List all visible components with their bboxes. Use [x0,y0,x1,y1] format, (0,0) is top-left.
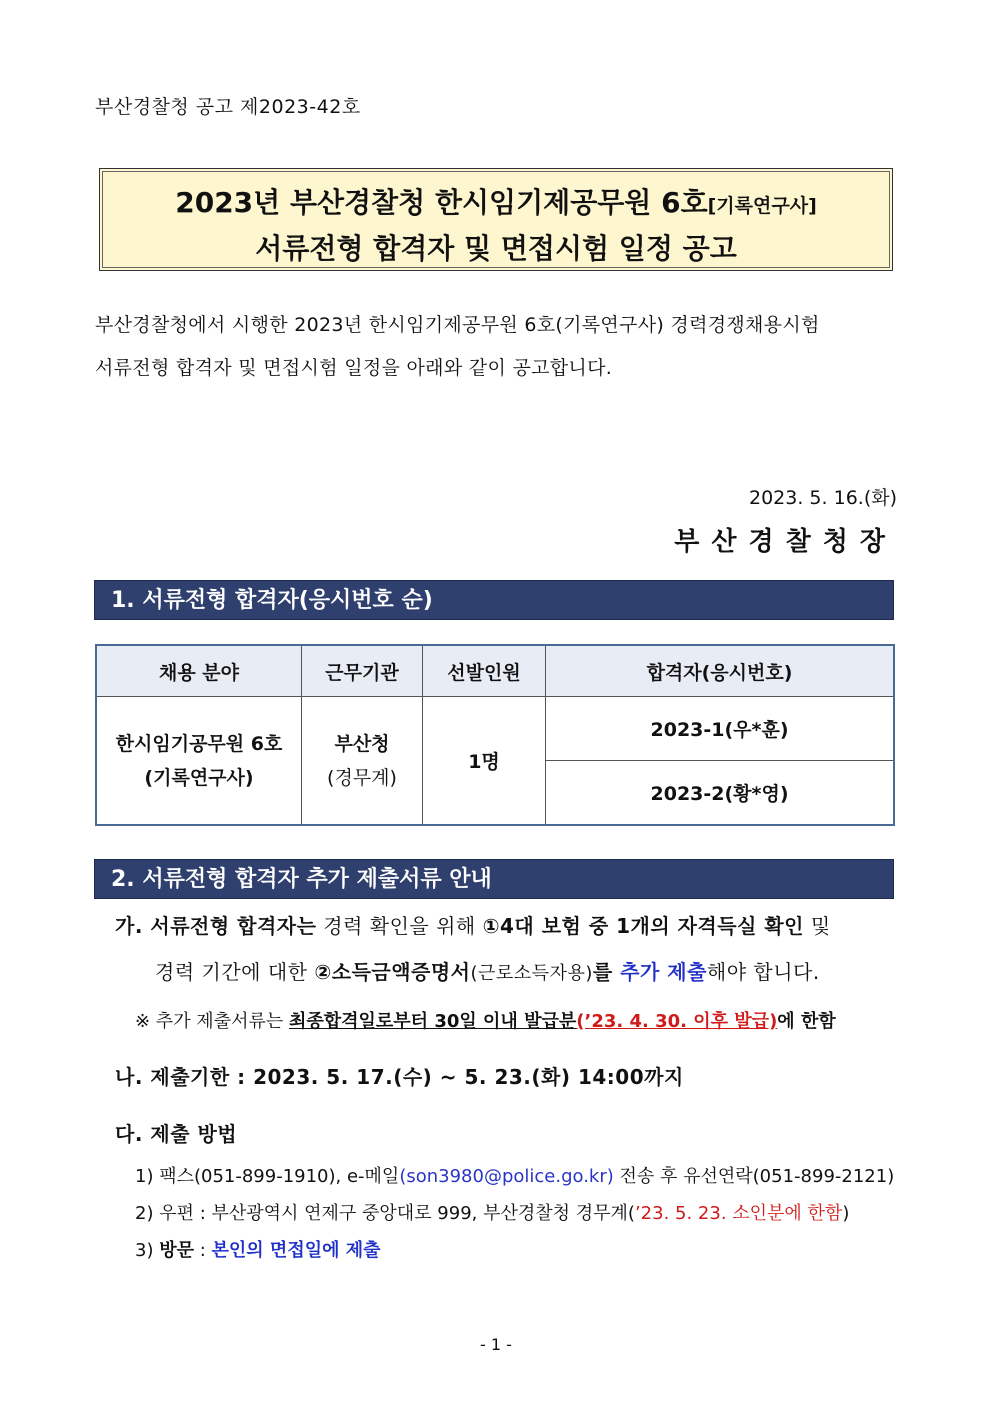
item-ga-prefix: 가. 서류전형 합격자는 [115,914,317,938]
method-2-text-1: 2) 우편 : 부산광역시 연제구 중앙대로 999, 부산경찰청 경무계( [135,1203,635,1224]
notice-date: 2023. 5. 16.(화) [749,487,897,509]
item-ga-line2-text-3: 해야 합니다. [706,960,820,984]
item-ga-text-2: 및 [804,914,831,938]
method-2-red: ’23. 5. 23. 소인분에 한함 [634,1203,843,1224]
title-box [99,168,893,271]
header-agency: 근무기관 [302,645,423,697]
item-ga-line2-highlight: 추가 제출 [620,960,707,984]
note-text-1: ※ 추가 제출서류는 [135,1011,289,1032]
item-da: 다. 제출 방법 [115,1122,238,1146]
cell-agency [302,697,423,826]
title-line-1 [100,181,892,221]
title-main: 2023년 부산경찰청 한시임기제공무원 6호 [175,186,708,219]
method-3 [135,1236,381,1262]
method-3-blue: 본인의 면접일에 제출 [211,1240,381,1261]
item-ga-line2-text-1: 경력 기간에 대한 [155,960,315,984]
issuer-name: 부산경찰청장 [674,527,897,557]
method-3-bold: 방문 [159,1240,194,1261]
notice-number: 부산경찰청 공고 제2023-42호 [95,96,361,118]
cell-passer-1: 2023-1(우*훈) [546,697,895,761]
item-ga-line-2 [155,956,820,985]
page-number: - 1 - [480,1335,512,1354]
note-line [135,1007,836,1033]
method-2 [135,1199,849,1225]
item-ga-text-1: 경력 확인을 위해 [316,914,483,938]
method-3-text-2: : [193,1240,212,1261]
field-line-1: 한시임기공무원 6호 [115,732,283,755]
note-red-date: (’23. 4. 30. 이후 발급) [576,1011,778,1032]
header-count: 선발인원 [423,645,546,697]
table-header-row [96,645,894,697]
method-2-text-2: ) [842,1203,850,1224]
item-ga-line2-bold-1: ②소득금액증명서 [314,960,471,984]
note-underline: 최종합격일로부터 30일 이내 발급분 [288,1011,577,1032]
cell-passer-2: 2023-2(황*영) [546,761,895,826]
agency-line-2: (경무계) [327,766,397,789]
method-1-text-1: 1) 팩스(051-899-1910), e-메일 [135,1166,400,1187]
item-ga-bold-1: ①4대 보험 중 1개의 자격득실 확인 [482,914,804,938]
intro-line-2: 서류전형 합격자 및 면접시험 일정을 아래와 같이 공고합니다. [95,357,613,379]
note-text-2: 에 한함 [777,1011,836,1032]
table-row [96,697,894,761]
field-line-2: (기록연구사) [144,766,254,789]
agency-line-1: 부산청 [334,732,390,755]
item-na: 나. 제출기한 : 2023. 5. 17.(수) ~ 5. 23.(화) 14:00까지 [115,1065,684,1089]
cell-count: 1명 [423,697,546,826]
header-passers: 합격자(응시번호) [546,645,895,697]
header-field: 채용 분야 [96,645,302,697]
method-1 [135,1162,894,1188]
item-ga-line2-bold-2: 를 [592,960,621,984]
title-subtitle: [기록연구사] [707,195,817,217]
title-line-2: 서류전형 합격자 및 면접시험 일정 공고 [255,232,737,265]
item-ga-line-1 [115,910,831,939]
section-1-header: 1. 서류전형 합격자(응시번호 순) [94,580,894,620]
cell-field [96,697,302,826]
section-2-header: 2. 서류전형 합격자 추가 제출서류 안내 [94,859,894,899]
passers-table [95,644,895,826]
item-ga-line2-text-2: (근로소득자용) [470,963,593,984]
intro-line-1: 부산경찰청에서 시행한 2023년 한시임기제공무원 6호(기록연구사) 경력경쟁채용시험 [95,314,820,336]
method-1-text-2: 전송 후 유선연락(051-899-2121) [613,1166,895,1187]
method-3-text-1: 3) [135,1240,160,1261]
method-1-email[interactable]: (son3980@police.go.kr) [399,1166,614,1187]
